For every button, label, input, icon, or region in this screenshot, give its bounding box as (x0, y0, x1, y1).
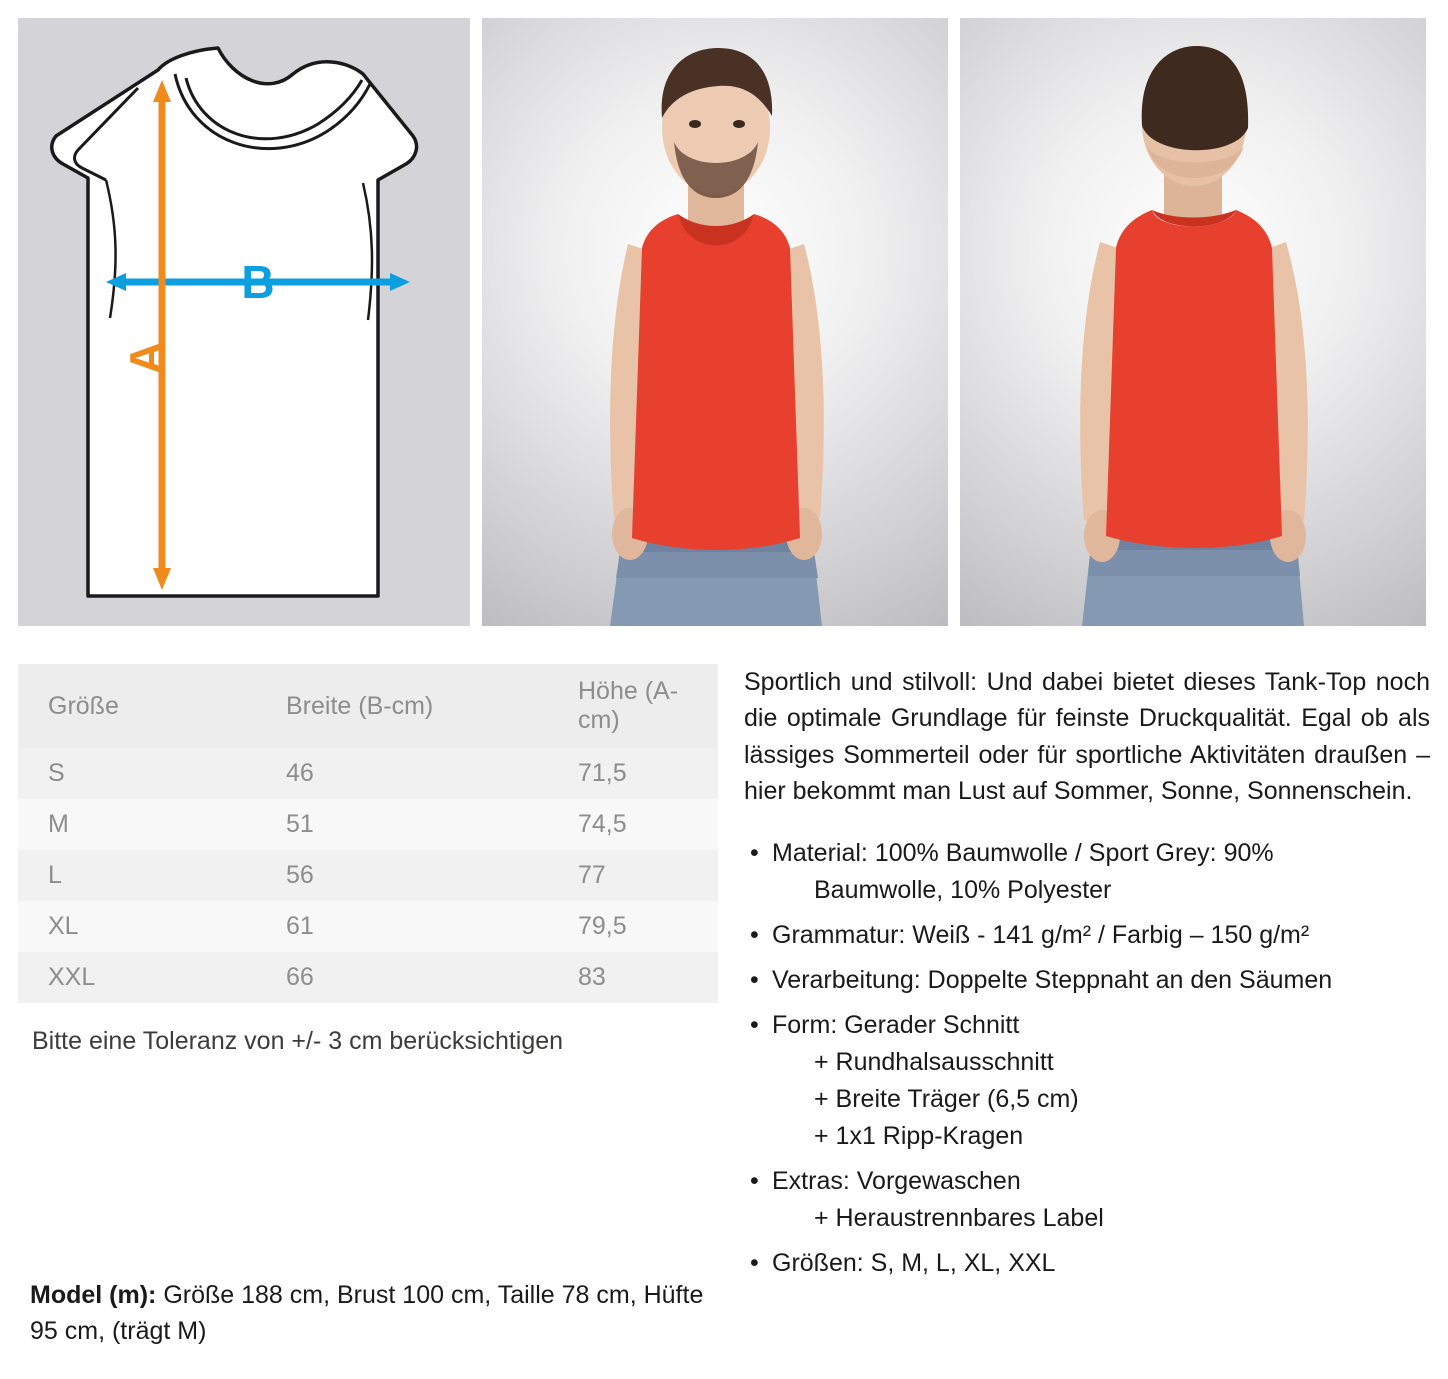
model-back-photo (960, 18, 1426, 626)
model-front-illustration (482, 18, 948, 626)
feature-subtext: + 1x1 Ripp-Kragen (814, 1122, 1024, 1150)
table-row (18, 748, 718, 799)
list-item (744, 1163, 1430, 1237)
feature-subtext: + Breite Träger (6,5 cm) (814, 1085, 1079, 1113)
feature-text: Extras: Vorgewaschen (772, 1167, 1021, 1195)
list-item (744, 835, 1430, 909)
feature-text: Verarbeitung: Doppelte Steppnaht an den Säumen (772, 966, 1333, 994)
description-column (744, 664, 1430, 1290)
model-info-label: Model (m): (30, 1280, 157, 1309)
cell-height: 71,5 (548, 748, 718, 799)
cell-size: S (18, 748, 256, 799)
table-row (18, 799, 718, 850)
header-height: Höhe (A-cm) (548, 664, 718, 748)
cell-height: 79,5 (548, 901, 718, 952)
list-item (744, 1245, 1430, 1282)
cell-size: M (18, 799, 256, 850)
model-info (30, 1277, 730, 1350)
header-size: Größe (18, 664, 256, 748)
tank-top-outline-svg (18, 18, 470, 626)
cell-width: 61 (256, 901, 548, 952)
size-schematic-image (18, 18, 470, 626)
size-table (18, 664, 718, 1003)
size-table-column (18, 664, 718, 1290)
tolerance-note: Bitte eine Toleranz von +/- 3 cm berücksichtigen (32, 1027, 564, 1055)
cell-height: 74,5 (548, 799, 718, 850)
table-row (18, 952, 718, 1003)
product-details (0, 626, 1448, 1290)
width-label-b: B (241, 256, 275, 308)
cell-width: 51 (256, 799, 548, 850)
cell-size: XL (18, 901, 256, 952)
table-row (18, 901, 718, 952)
feature-text: Material: 100% Baumwolle / Sport Grey: 90% (772, 839, 1274, 867)
cell-size: L (18, 850, 256, 901)
model-front-photo (482, 18, 948, 626)
cell-size: XXL (18, 952, 256, 1003)
list-item (744, 917, 1430, 954)
cell-height: 77 (548, 850, 718, 901)
cell-width: 66 (256, 952, 548, 1003)
model-info-text: Größe 188 cm, Brust 100 cm, Taille 78 cm, Hüfte 95 cm, (trägt M) (30, 1280, 704, 1345)
cell-width: 46 (256, 748, 548, 799)
feature-text: Form: Gerader Schnitt (772, 1011, 1020, 1039)
cell-height: 83 (548, 952, 718, 1003)
product-image-row (0, 0, 1448, 626)
table-row (18, 850, 718, 901)
cell-width: 56 (256, 850, 548, 901)
feature-text: Grammatur: Weiß - 141 g/m² / Farbig – 150 g/m² (772, 921, 1310, 949)
height-label-a: A (120, 341, 172, 375)
feature-subtext: + Rundhalsausschnitt (814, 1048, 1054, 1076)
feature-text: Größen: S, M, L, XL, XXL (772, 1249, 1056, 1277)
product-description: Sportlich und stilvoll: Und dabei bietet dieses Tank-Top noch die optimale Grundlage für feinste Druckqualität. Egal ob als lässiges Sommerteil oder für sportliche Aktivitäten draußen – hier bekommt man Lust auf Sommer, Sonne, Sonnenschein. (744, 668, 1430, 805)
feature-list (744, 835, 1430, 1282)
list-item (744, 1007, 1430, 1155)
feature-subtext: Baumwolle, 10% Polyester (814, 876, 1112, 904)
model-back-illustration (960, 18, 1426, 626)
feature-subtext: + Heraustrennbares Label (814, 1204, 1104, 1232)
header-width: Breite (B-cm) (256, 664, 548, 748)
list-item (744, 962, 1430, 999)
table-header-row (18, 664, 718, 748)
